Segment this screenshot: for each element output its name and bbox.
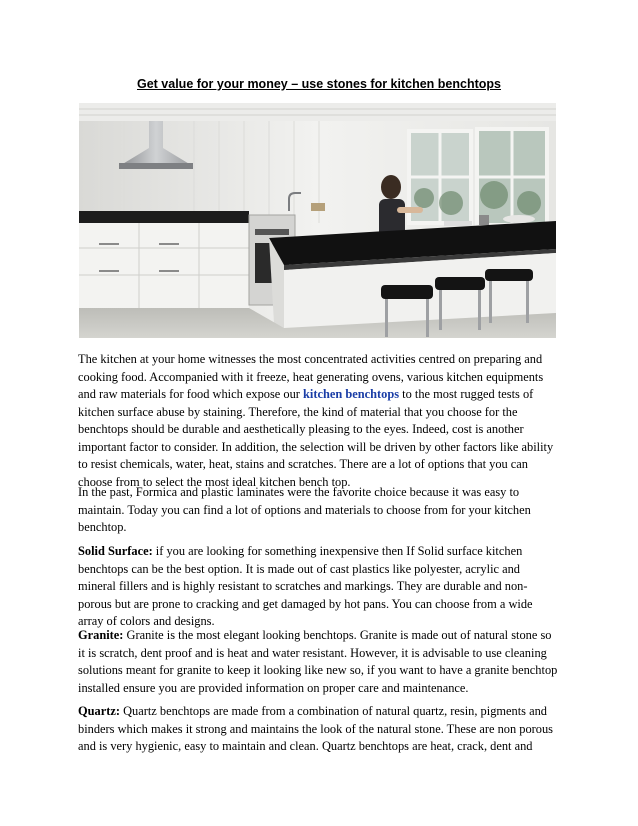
- quartz-paragraph: [78, 703, 562, 756]
- document-title: Get value for your money – use stones for kitchen benchtops: [137, 77, 501, 91]
- solid-surface-paragraph: [78, 543, 562, 631]
- text-line: array of colors and designs.: [78, 614, 215, 628]
- history-paragraph: [78, 484, 562, 537]
- intro-paragraph: [78, 351, 562, 491]
- text-line: benchtops should be durable and aesthetically pleasing to the eyes. Indeed, cost is another: [78, 422, 524, 436]
- text-line: installed ensure you are provided information on proper care and maintenance.: [78, 680, 469, 695]
- text-line: binders which makes it strong and maintains the look of the natural stone. These are non porous: [78, 721, 553, 736]
- text-line: [78, 543, 562, 561]
- text-line: In the past, Formica and plastic laminates were the favorite choice because it was easy to: [78, 485, 520, 499]
- text-segment: Quartz benchtops are made from a combination of natural quartz, resin, pigments and: [119, 704, 547, 718]
- text-line: The kitchen at your home witnesses the most concentrated activities centred on preparing and: [78, 352, 543, 366]
- quartz-term: Quartz:: [78, 704, 120, 718]
- text-segment: if you are looking for something inexpensive then If Solid surface kitchen: [152, 544, 523, 558]
- kitchen-benchtops-link[interactable]: kitchen benchtops: [303, 387, 400, 401]
- text-line: benchtops can be the best option. It is made out of cast plastics like polyester, acrylic and: [78, 561, 520, 576]
- text-line: [78, 386, 562, 404]
- text-line: benchtop.: [78, 520, 127, 534]
- granite-term: Granite:: [78, 628, 124, 642]
- solid-surface-term: Solid Surface:: [78, 544, 153, 558]
- text-line: choose from to select the most ideal kitchen bench top.: [78, 474, 351, 489]
- text-line: [78, 703, 562, 721]
- text-line: important factor to consider. In addition, the selection will be driven by other factors like ability: [78, 439, 554, 454]
- text-line: cooking food. Accompanied with it freeze, heat generating ovens, various kitchen equipments: [78, 369, 544, 384]
- text-line: to resist chemicals, water, heat, stains and scratches. There are a lot of options that you can: [78, 457, 529, 471]
- text-segment: and raw materials for food which expose our: [78, 387, 304, 401]
- text-segment: to the most rugged tests of: [399, 387, 534, 401]
- text-line: kitchen surface abuse by staining. Therefore, the kind of material that you choose for the: [78, 404, 518, 419]
- text-line: mineral fillers and is highly resistant to scratches and markings. They are durable and non-: [78, 579, 528, 593]
- kitchen-photo: [79, 103, 556, 338]
- text-line: solutions meant for granite to keep it looking like new so, if you want to have a granite benchtop: [78, 663, 558, 677]
- granite-paragraph: [78, 627, 562, 697]
- text-line: maintain. Today you can find a lot of options and materials to choose from for your kitchen: [78, 502, 531, 517]
- text-line: porous but are prone to cracking and get damaged by hot pans. You can choose from a wide: [78, 596, 533, 611]
- text-segment: Granite is the most elegant looking benchtops. Granite is made out of natural stone so: [123, 628, 552, 642]
- text-line: and is very hygienic, easy to maintain and clean. Quartz benchtops are heat, crack, dent and: [78, 739, 533, 753]
- text-line: [78, 627, 562, 645]
- text-line: it is scratch, dent proof and is heat and water resistant. However, it is advisable to use cleaning: [78, 645, 547, 660]
